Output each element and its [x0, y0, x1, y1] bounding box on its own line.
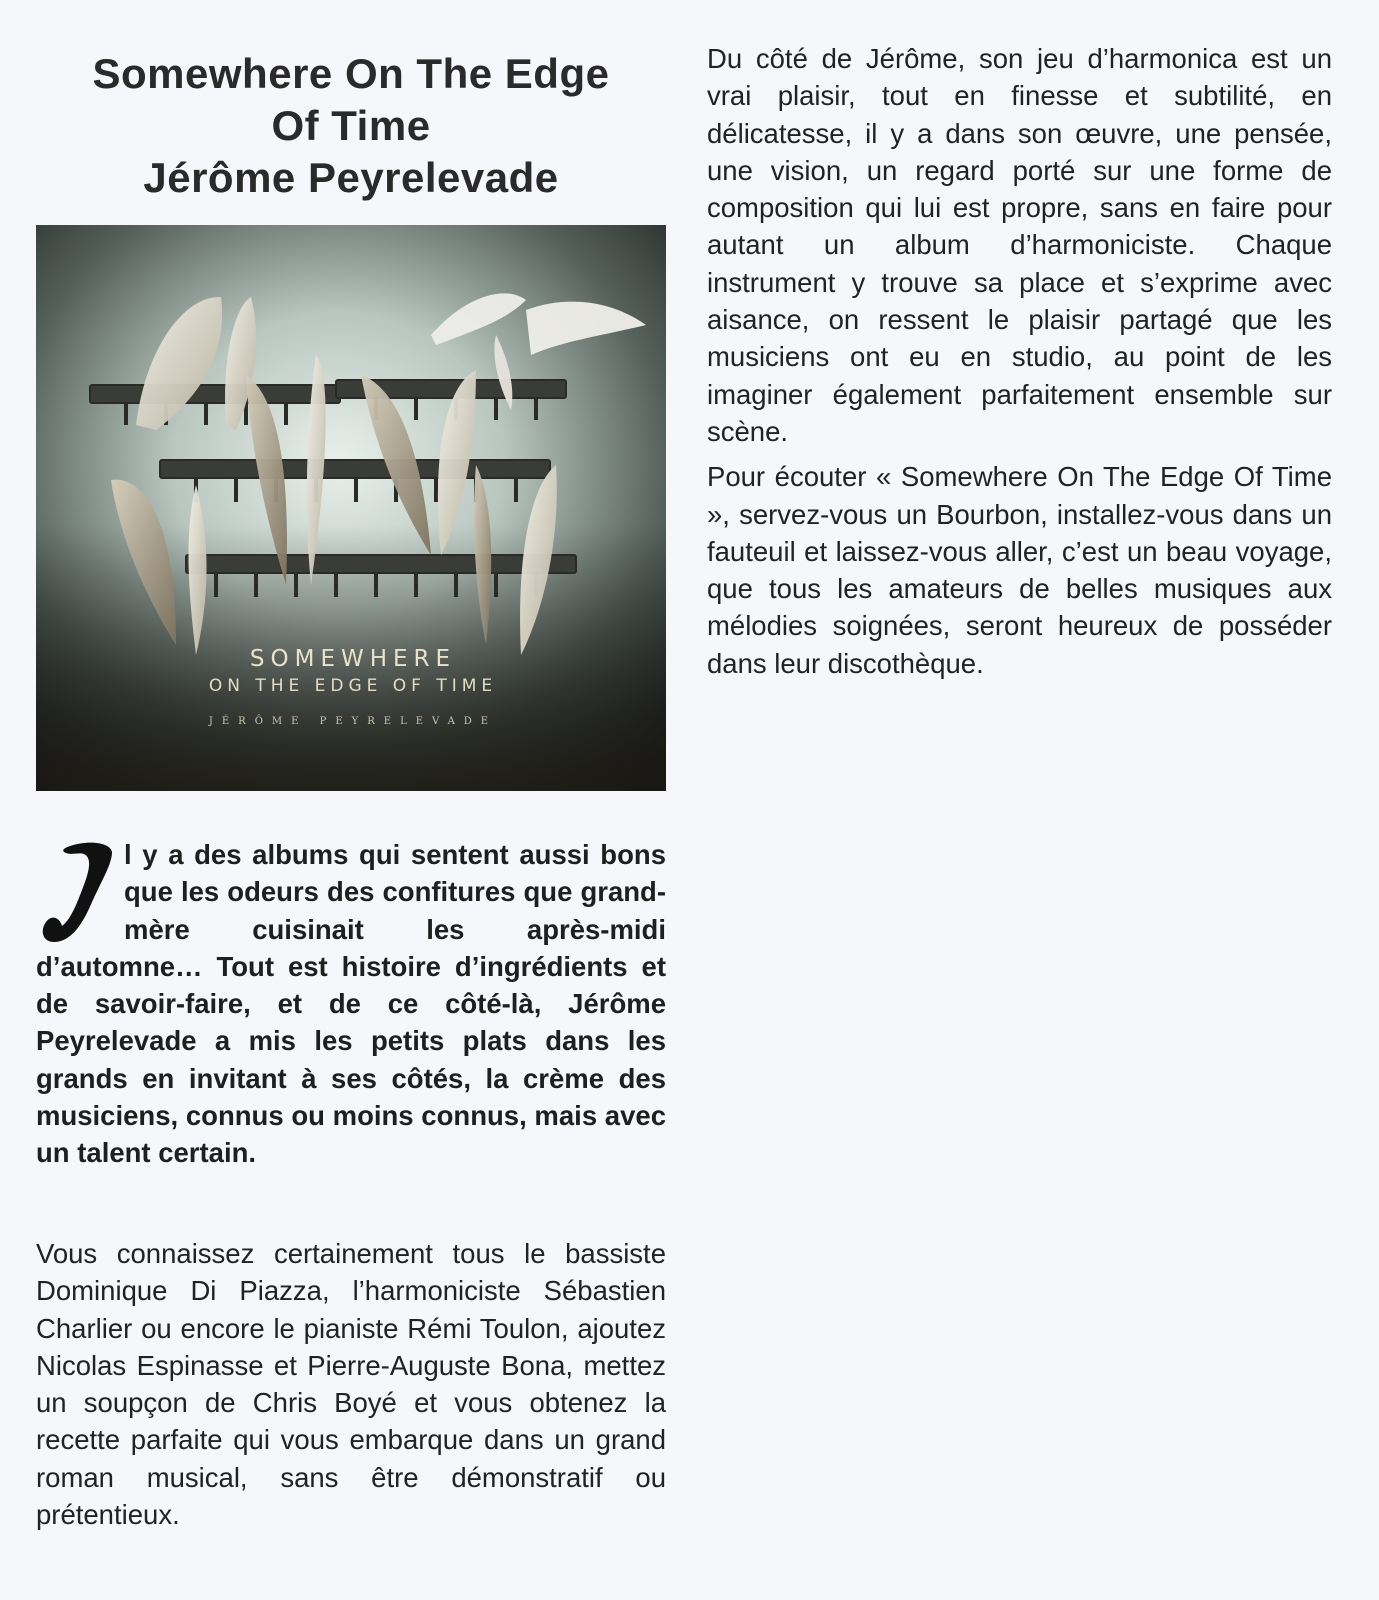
- title-line-3: Jérôme Peyrelevade: [143, 154, 559, 201]
- right-column: [707, 40, 1332, 690]
- article-title: [36, 48, 666, 204]
- title-line-2: Of Time: [271, 102, 431, 149]
- paragraph-4: Pour écouter « Somewhere On The Edge Of Time », servez-vous un Bourbon, installez-vous dans un fauteuil et laissez-vous aller, c’est un beau voyage, que tous les amateurs de belles musiques aux mélodies soignées, seront heureux de posséder dans leur discothèque.: [707, 461, 1332, 679]
- title-line-1: Somewhere On The Edge: [92, 50, 610, 97]
- cover-title-line-1: SOMEWHERE: [249, 646, 457, 672]
- paragraph-2: Vous connaissez certainement tous le bassiste Dominique Di Piazza, l’harmoniciste Sébastien Charlier ou encore le pianiste Rémi Toulon, ajoutez Nicolas Espinasse et Pierre-Auguste Bona, mettez un soupçon de Chris Boyé et vous obtenez la recette parfaite qui vous embarque dans un grand roman musical, sans être démonstratif ou prétentieux.: [36, 1238, 666, 1531]
- cover-title-line-2: ON THE EDGE OF TIME: [208, 676, 498, 696]
- dropcap-letter: [40, 840, 114, 944]
- intro-text: l y a des albums qui sentent aussi bons que les odeurs des confitures que grand-mère cuisinait les après-midi d’automne… Tout est histoire d’ingrédients et de savoir-faire, et de ce côté-là, Jérôme Peyrelevade a mis les petits plats dans les grands en invitant à ses côtés, la crème des musiciens, connus ou moins connus, mais avec un talent certain.: [36, 839, 666, 1169]
- left-column: [36, 40, 666, 1531]
- cover-artist: JÉRÔME PEYRELEVADE: [208, 716, 498, 727]
- paragraph-3: Du côté de Jérôme, son jeu d’harmonica est un vrai plaisir, tout en finesse et subtilité, en délicatesse, il y a dans son œuvre, une pensée, une vision, un regard porté sur une forme de composition qui lui est propre, sans en faire pour autant un album d’harmoniciste. Chaque instrument y trouve sa place et s’exprime avec aisance, on ressent le plaisir partagé que les musiciens ont eu en studio, au point de les imaginer également parfaitement ensemble sur scène.: [707, 43, 1332, 447]
- intro-paragraph: [36, 836, 666, 1172]
- album-cover: [36, 225, 666, 791]
